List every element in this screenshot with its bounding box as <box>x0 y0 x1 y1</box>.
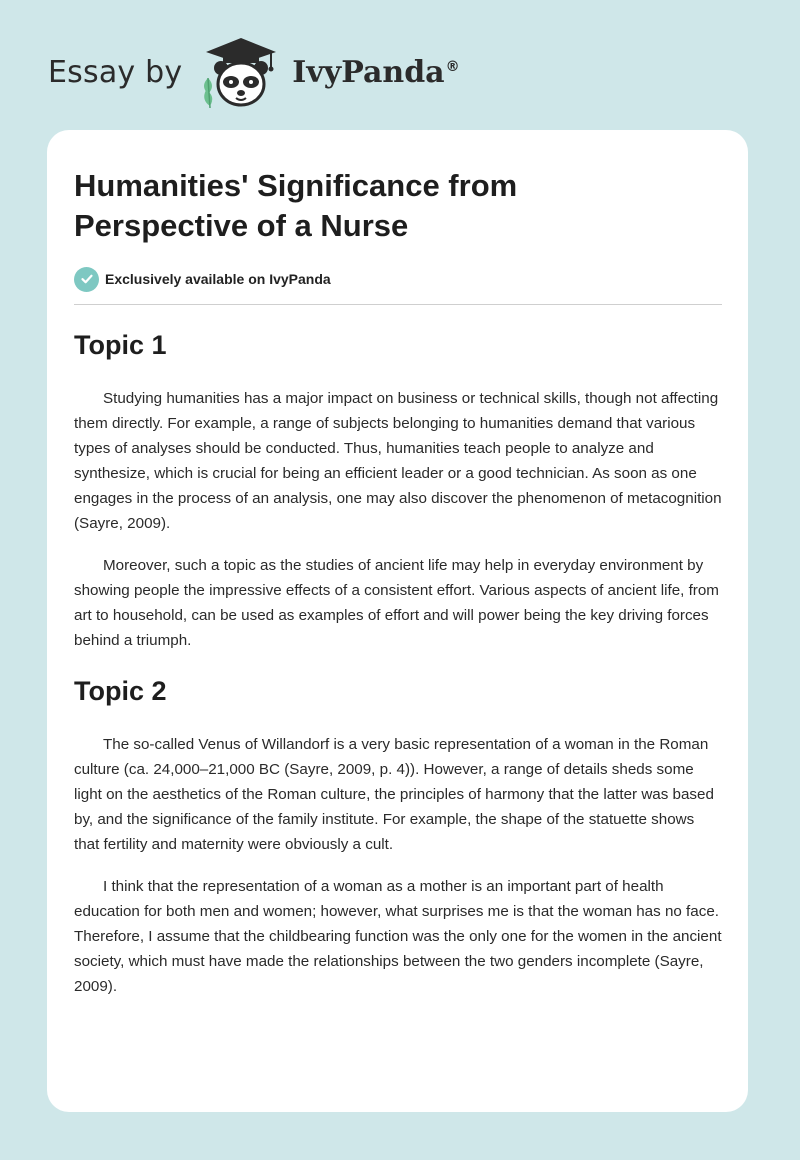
registered-mark: ® <box>445 58 460 75</box>
paragraph: The so-called Venus of Willandorf is a very basic representation of a woman in the Roman culture (ca. 24,000–21,000 BC (Sayre, 2009, p. 4)). However, a range of details sheds some light on the aesthetics of the Roman culture, the principles of harmony that the latter was based by, and the significance of the family institute. For example, the shape of the statuette shows that fertility and maternity were obviously a cult. <box>74 736 714 853</box>
paragraph: I think that the representation of a woman as a mother is an important part of health education for both men and women; however, what surprises me is that the woman has no face. Therefore, I assume that the childbearing function was the only one for the women in the ancient society, which must have made the relationships between the two genders incomplete (Sayre, 2009). <box>74 878 722 995</box>
paragraph: Studying humanities has a major impact on business or technical skills, though not affecting them directly. For example, a range of subjects belonging to humanities demand that various types of analyses should be conducted. Thus, humanities teach people to analyze and synthesize, which is crucial for being an efficient leader or a good technician. As soon as one engages in the process of an analysis, one may also discover the phenomenon of metacognition (Sayre, 2009). <box>74 390 722 532</box>
paragraph: Moreover, such a topic as the studies of ancient life may help in everyday environment by showing people the impressive effects of a consistent effort. Various aspects of ancient life, from art to household, can be used as examples of effort and will power being the key driving forces behind a triumph. <box>74 557 719 649</box>
check-circle-icon <box>74 267 99 292</box>
section-heading-topic-2: Topic 2 <box>74 676 167 706</box>
brand-prefix: Essay by <box>48 54 183 90</box>
essay-title-line2: Perspective of a Nurse <box>74 208 409 243</box>
essay-title <box>74 166 722 246</box>
brand-header <box>48 32 460 112</box>
brand-name <box>292 55 459 90</box>
essay-card <box>47 130 748 1112</box>
panda-graduate-icon <box>196 32 286 112</box>
exclusive-badge <box>74 266 722 292</box>
essay-title-line1: Humanities' Significance from <box>74 168 518 203</box>
brand-name-text: IvyPanda <box>292 54 445 90</box>
divider <box>74 304 722 305</box>
essay-content <box>74 166 722 999</box>
section-heading-topic-1: Topic 1 <box>74 330 167 360</box>
exclusive-label: Exclusively available on IvyPanda <box>105 271 331 287</box>
